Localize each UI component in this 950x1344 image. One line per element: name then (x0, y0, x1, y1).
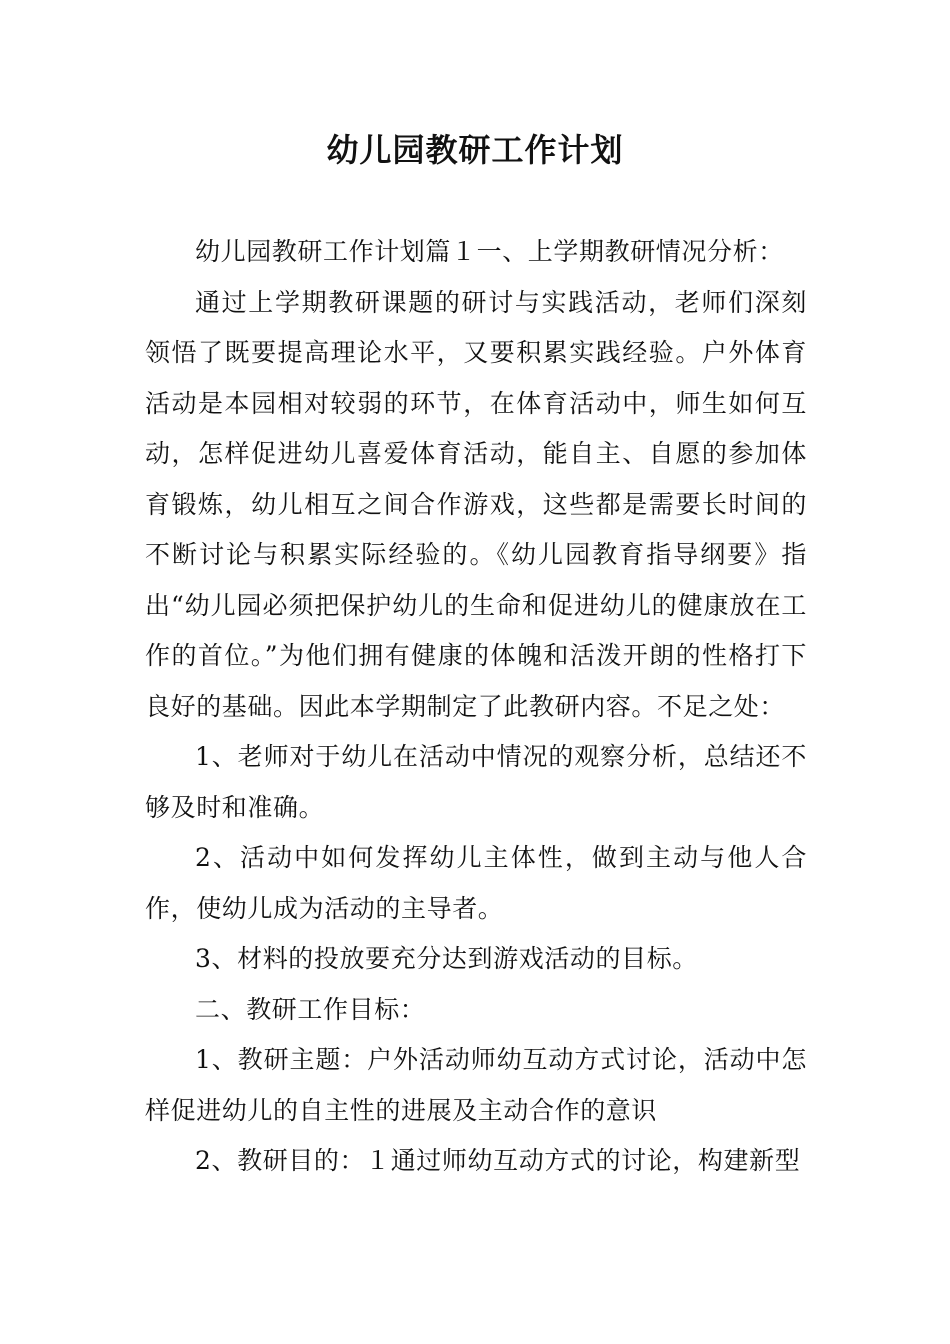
document-title: 幼儿园教研工作计划 (326, 131, 624, 169)
paragraph-shortcoming-3: 3、材料的投放要充分达到游戏活动的目标。 (195, 944, 698, 973)
paragraph-analysis: 通过上学期教研课题的研讨与实践活动，老师们深刻领悟了既要提高理论水平，又要积累实践经验。户外体育活动是本园相对较弱的环节，在体育活动中，师生如何互动，怎样促进幼儿喜爱体育活动，能自主、自愿的参加体育锻炼，幼儿相互之间合作游戏，这些都是需要长时间的不断讨论与积累实际经验的。《幼儿园教育指导纲要》指出“幼儿园必须把保护幼儿的生命和促进幼儿的健康放在工作的首位。”为他们拥有健康的体魄和活泼开朗的性格打下良好的基础。因此本学期制定了此教研内容。不足之处： (145, 287, 807, 721)
document-body (145, 227, 807, 1187)
paragraph-shortcoming-1: 1、老师对于幼儿在活动中情况的观察分析，总结还不够及时和准确。 (145, 742, 807, 822)
paragraph-goal-1: 1、教研主题：户外活动师幼互动方式讨论，活动中怎样促进幼儿的自主性的进展及主动合作的意识 (145, 1045, 807, 1125)
paragraph-goal-2: 2、教研目的：１通过师幼互动方式的讨论，构建新型 (195, 1146, 801, 1175)
section-heading-goals: 二、教研工作目标： (195, 994, 426, 1024)
paragraph-intro: 幼儿园教研工作计划篇１一、上学期教研情况分析： (195, 237, 784, 266)
paragraph-shortcoming-2: 2、活动中如何发挥幼儿主体性，做到主动与他人合作，使幼儿成为活动的主导者。 (145, 843, 807, 923)
